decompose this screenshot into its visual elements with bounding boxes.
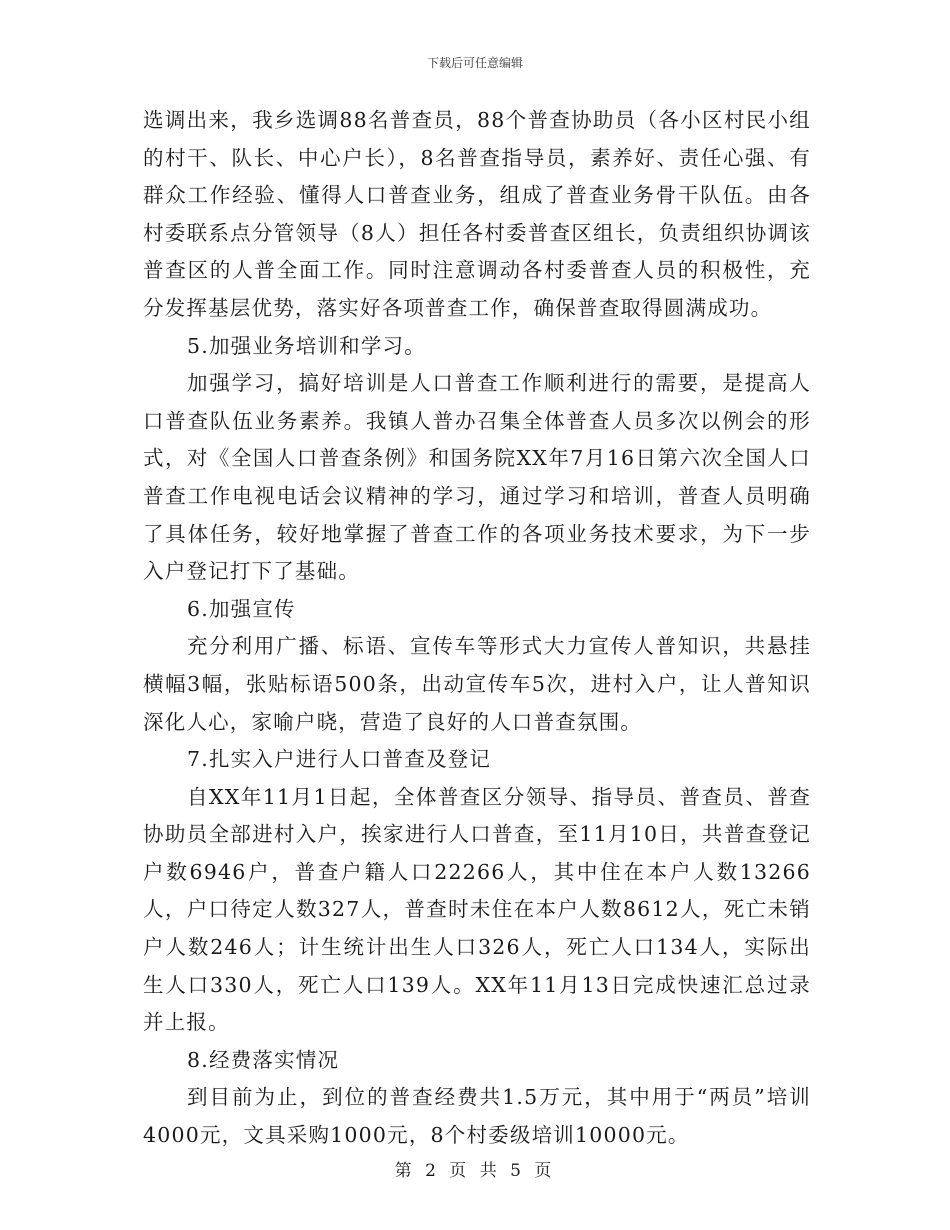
section-heading-7: 7.扎实入户进行人口普查及登记 — [187, 747, 492, 772]
page-header: 下载后可任意编辑 — [426, 56, 523, 70]
paragraph-training: 加强学习，搞好培训是人口普查工作顺利进行的需要，是提高人口普查队伍业务素养。我镇人普办召集全体普查人员多次以例会的形式，对《全国人口普查条例》和国务院XX年7月16日第六次全国人口普查工作电视电话会议精神的学习，通过学习和培训，普查人员明确了具体任务，较好地掌握了普查工作的各项业务技术要求，为下一步入户登记打下了基础。 — [143, 371, 811, 584]
paragraph-funding: 到目前为止，到位的普查经费共1.5万元，其中用于“两员”培训4000元，文具采购1000元，8个村委级培训10000元。 — [143, 1085, 811, 1148]
paragraph-publicity: 充分利用广播、标语、宣传车等形式大力宣传人普知识，共悬挂横幅3幅，张贴标语500条，出动宣传车5次，进村入户，让人普知识深化人心，家喻户晓，营造了良好的人口普查氛围。 — [143, 634, 811, 734]
section-heading-5: 5.加强业务培训和学习。 — [187, 333, 426, 358]
paragraph-census-registration: 自XX年11月1日起，全体普查区分领导、指导员、普查员、普查协助员全部进村入户，挨家进行人口普查，至11月10日，共普查登记户数6946户，普查户籍人口22266人，其中住在本户人数13266人，户口待定人数327人，普查时未住在本户人数8612人，死亡未销户人数246人；计生统计出生人口326人，死亡人口134人，实际出生人口330人，死亡人口139人。XX年11月13日完成快速汇总过录并上报。 — [143, 784, 811, 1035]
section-heading-6: 6.加强宣传 — [187, 596, 296, 621]
paragraph-continuation: 选调出来，我乡选调88名普查员，88个普查协助员（各小区村民小组的村干、队长、中心户长），8名普查指导员，素养好、责任心强、有群众工作经验、懂得人口普查业务，组成了普查业务骨干队伍。由各村委联系点分管领导（8人）担任各村委普查区组长，负责组织协调该普查区的人普全面工作。同时注意调动各村委普查人员的积极性，充分发挥基层优势，落实好各项普查工作，确保普查取得圆满成功。 — [143, 108, 811, 320]
document-body — [143, 102, 811, 1155]
page-number: 第 2 页 共 5 页 — [394, 1161, 556, 1181]
section-heading-8: 8.经费落实情况 — [187, 1047, 340, 1072]
